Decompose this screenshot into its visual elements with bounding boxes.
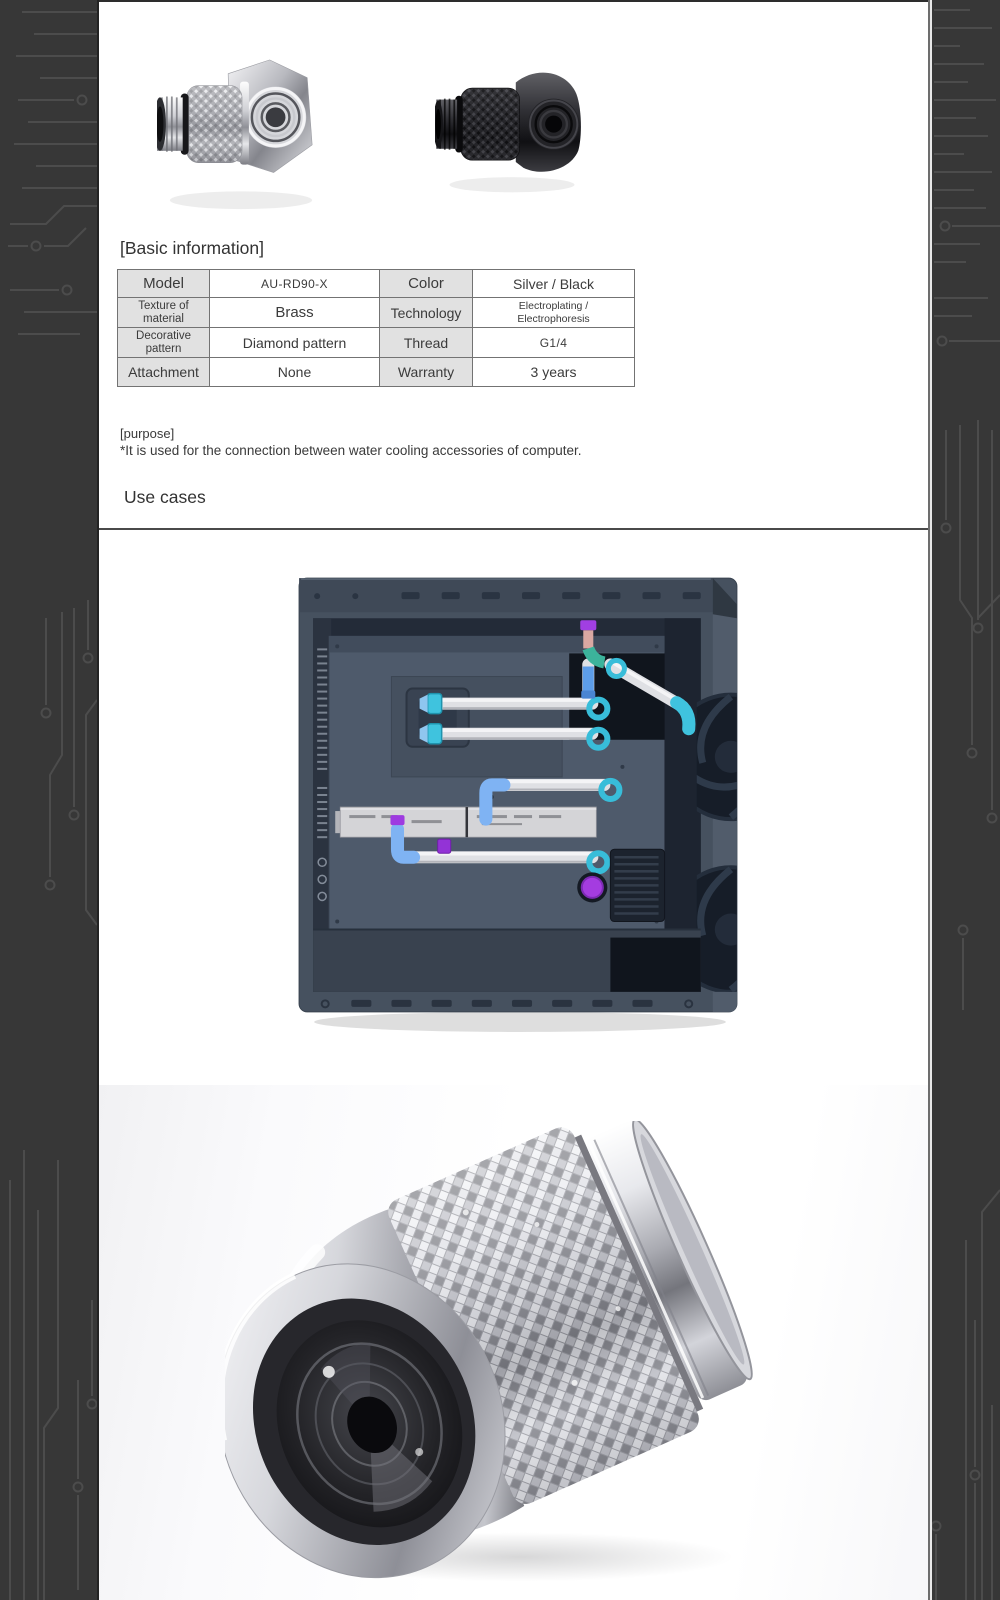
table-header-cell: Thread xyxy=(380,328,473,358)
product-photo-section xyxy=(99,1085,930,1600)
table-header-cell: Attachment xyxy=(118,358,210,387)
table-value-cell: Brass xyxy=(210,298,380,328)
section-divider xyxy=(99,528,930,530)
table-value-cell: AU-RD90-X xyxy=(210,270,380,298)
purple-fitting xyxy=(438,839,451,853)
circuit-trace-right xyxy=(930,0,1000,1600)
table-header-cell: Warranty xyxy=(380,358,473,387)
product-image-silver xyxy=(157,48,325,220)
use-case-image xyxy=(291,556,749,1036)
table-header-cell: Texture of material xyxy=(118,298,210,328)
use-cases-heading: Use cases xyxy=(124,487,206,507)
product-image-black xyxy=(435,56,589,198)
table-header-cell: Technology xyxy=(380,298,473,328)
table-value-cell: Silver / Black xyxy=(473,270,635,298)
table-value-cell: 3 years xyxy=(473,358,635,387)
table-header-cell: Model xyxy=(118,270,210,298)
table-value-cell: G1/4 xyxy=(473,328,635,358)
purpose-heading: [purpose] xyxy=(120,426,175,441)
table-value-cell: Electroplating / Electrophoresis xyxy=(473,298,635,328)
table-header-cell: Color xyxy=(380,270,473,298)
gpu-block xyxy=(335,807,596,837)
basic-info-table xyxy=(117,269,635,387)
circuit-trace-left xyxy=(0,0,98,1600)
product-photo-large xyxy=(225,1121,811,1593)
content-panel xyxy=(97,0,930,1600)
purple-fitting xyxy=(390,815,404,825)
basic-info-heading: [Basic information] xyxy=(120,238,264,258)
purpose-text: *It is used for the connection between water cooling accessories of computer. xyxy=(120,443,582,458)
table-header-cell: Decorative pattern xyxy=(118,328,210,358)
table-value-cell: Diamond pattern xyxy=(210,328,380,358)
purpose-block xyxy=(120,426,582,458)
table-value-cell: None xyxy=(210,358,380,387)
